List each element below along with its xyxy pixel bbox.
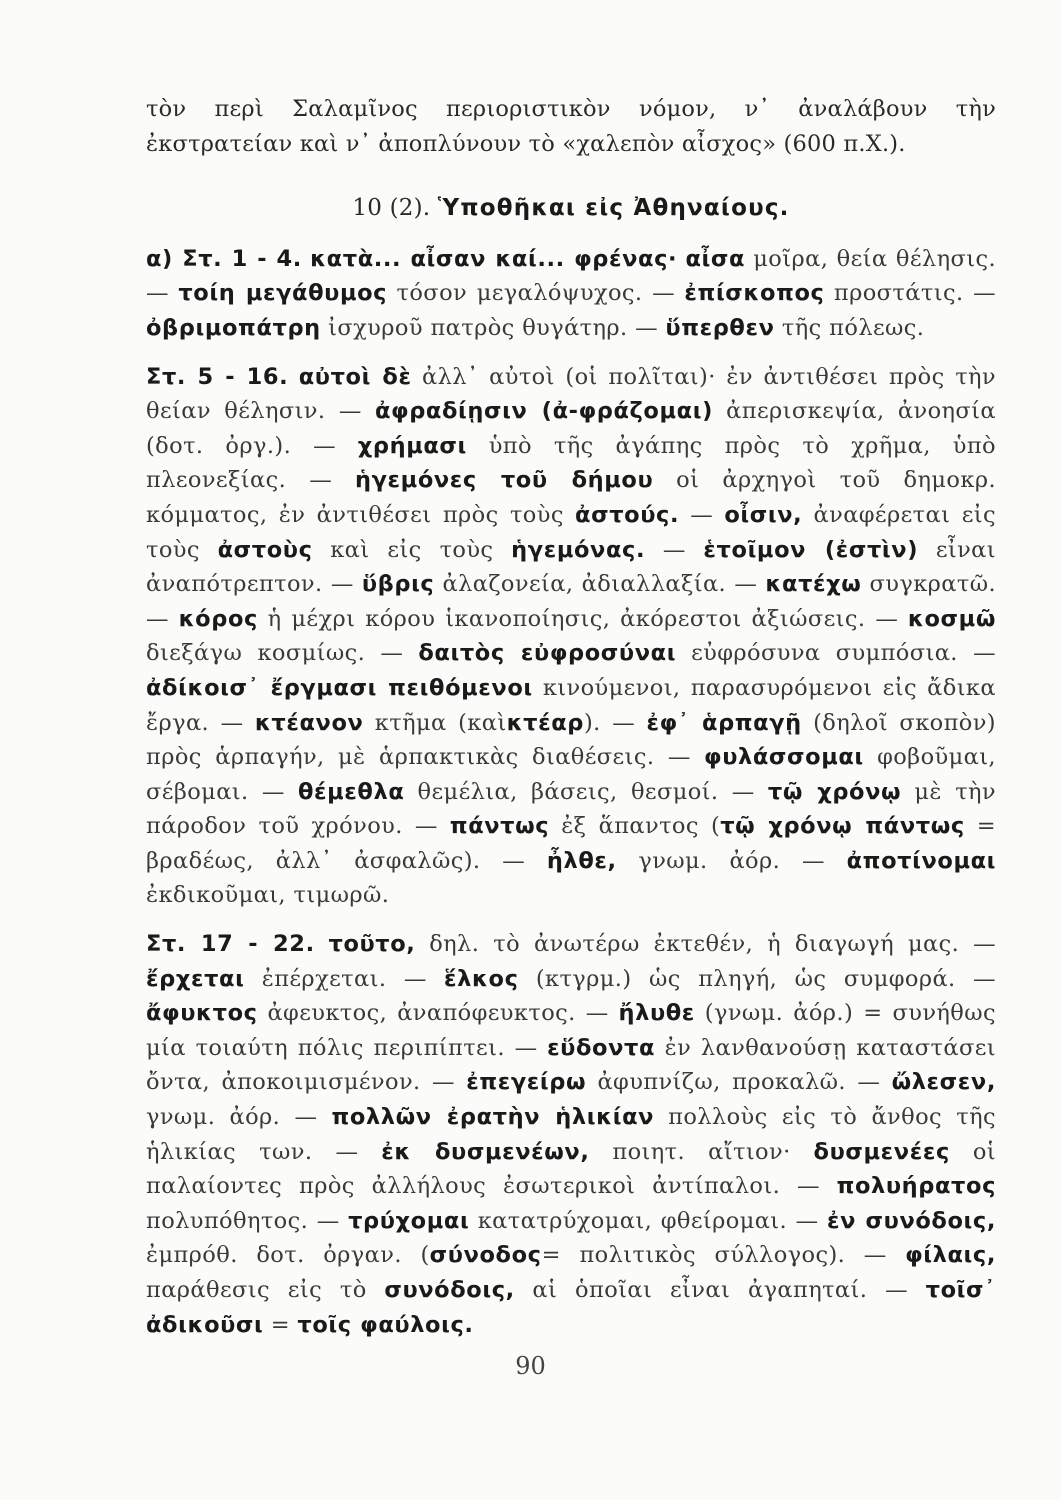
term: εὕδοντα	[547, 1034, 656, 1061]
gloss: τόσον μεγαλόψυχος. —	[396, 280, 675, 307]
term: τοῖσ᾽ ἀδικοῦσι	[146, 1277, 996, 1338]
gloss: ἐμπρόθ. δοτ. ὀργαν. (	[146, 1242, 430, 1269]
term: αἶσα	[685, 245, 746, 272]
term: συνόδοις,	[384, 1277, 515, 1303]
paragraph-lines-17-22	[146, 927, 996, 1342]
gloss: ἀπερισκεψία, ἀνοησία (δοτ. ὀργ.). —	[146, 398, 996, 459]
term: κτέαρ	[506, 709, 584, 736]
gloss: καὶ εἰς τοὺς	[330, 536, 494, 563]
gloss: ἀλαζονεία, ἀδιαλλαξία. —	[442, 571, 758, 598]
gloss: ἐπέρχεται. —	[261, 965, 427, 992]
gloss: οἱ ἀρχηγοὶ τοῦ δημοκρ. κόμματος, ἐν ἀντιθέσει πρὸς τοὺς	[146, 467, 996, 528]
term: κόρος	[178, 605, 258, 632]
term: ἐπεγείρω	[466, 1069, 587, 1096]
term: τοῖς φαύλοις.	[297, 1311, 474, 1338]
verse-label: Στ. 17 - 22.	[146, 931, 315, 958]
term: ἐν συνόδοις,	[827, 1207, 996, 1234]
gloss: διεξάγω κοσμίως. —	[146, 640, 404, 667]
term: ὕβρις	[361, 571, 435, 598]
term: ἀδίκοισ᾽ ἔργμασι πειθόμενοι	[146, 674, 533, 701]
gloss: θεμέλια, βάσεις, θεσμοί. —	[417, 778, 755, 805]
gloss: ἡ μέχρι κόρου ἱκανοποίησις, ἀκόρεστοι ἀξιώσεις. —	[267, 605, 899, 632]
gloss: ὑπὸ τῆς ἀγάπης πρὸς τὸ χρῆμα, ὑπὸ πλεονεξίας. —	[146, 432, 996, 494]
gloss: ποιητ. αἴτιον·	[612, 1138, 791, 1165]
gloss: (γνωμ. ἀόρ.) = συνήθως μία τοιαύτη πόλις περιπίπτει. —	[146, 1000, 997, 1061]
page-number: 90	[515, 1352, 546, 1380]
term: τῷ χρόνῳ πάντως	[720, 813, 965, 840]
page-body	[146, 92, 996, 1342]
term: πολυήρατος	[836, 1173, 997, 1200]
term: πάντως	[449, 813, 550, 840]
gloss: ἰσχυροῦ πατρὸς θυγάτηρ. —	[328, 314, 659, 341]
term: τοίη μεγάθυμος	[178, 280, 388, 307]
gloss: οἱ παλαίοντες πρὸς ἀλλήλους ἐσωτερικοὶ ἀντίπαλοι. —	[146, 1138, 996, 1200]
term: ἀστούς.	[575, 501, 680, 528]
term: κατέχω	[765, 571, 862, 598]
gloss: πολυπόθητος. —	[146, 1207, 340, 1234]
intro-lines: τὸν περὶ Σαλαμῖνος περιοριστικὸν νόμον, ν᾽ ἀναλάβουν τὴν ἐκστρατείαν καὶ ν᾽ ἀποπλύνουν τὸ «χαλεπὸν αἶσχος» (600 π.Χ.).	[146, 96, 996, 157]
term: οἶσιν,	[724, 501, 803, 528]
term: δυσμενέες	[813, 1138, 950, 1165]
gloss: (δηλοῖ σκοπὸν) πρὸς ἁρπαγήν, μὲ ἁρπακτικὰς διαθέσεις. —	[146, 709, 996, 771]
gloss: συγκρατῶ. —	[146, 571, 997, 632]
term: ἐπίσκοπος	[684, 280, 825, 307]
term: πολλῶν ἐρατὴν ἡλικίαν	[331, 1104, 655, 1131]
gloss: παράθεσις εἰς τὸ	[146, 1277, 367, 1303]
verse-label: α) Στ. 1 - 4.	[146, 245, 302, 272]
term: ἦλθε,	[546, 847, 617, 874]
gloss: μὲ τὴν πάροδον τοῦ χρόνου. —	[146, 778, 996, 840]
gloss: τῆς πόλεως.	[781, 314, 925, 341]
gloss: πολλοὺς εἰς τὸ ἄνθος τῆς ἡλικίας των. —	[146, 1104, 996, 1165]
term: θέμεθλα	[297, 778, 405, 805]
gloss: ἀλλ᾽ αὐτοὶ (οἱ πολῖται)· ἐν ἀντιθέσει πρὸς τὴν θείαν θέλησιν. —	[146, 363, 996, 425]
term: κατὰ... αἶσαν καί... φρένας·	[310, 245, 678, 272]
gloss: ). —	[584, 709, 636, 736]
gloss: μοῖρα, θεία θέλησις. —	[146, 245, 996, 307]
term: ἕλκος	[444, 965, 519, 992]
verse-label: Στ. 5 - 16.	[146, 363, 289, 390]
term: ἀστοὺς	[217, 536, 313, 563]
term: ὕπερθεν	[665, 314, 775, 341]
gloss: φοβοῦμαι, σέβομαι. —	[146, 744, 996, 805]
gloss: εἶναι ἀναπότρεπτον. —	[146, 536, 997, 598]
term: ἤλυθε	[618, 1000, 695, 1027]
term: ἀποτίνομαι	[846, 847, 997, 874]
term: αὐτοὶ δὲ	[298, 363, 412, 390]
gloss: ἀφυπνίζω, προκαλῶ. —	[597, 1069, 881, 1096]
term: κτέανον	[254, 709, 364, 736]
term: ὀβριμοπάτρη	[146, 314, 321, 341]
section-number: 10 (2).	[352, 195, 431, 222]
section-heading	[146, 191, 996, 226]
term: ἡγεμόνας.	[511, 536, 646, 563]
term: δαιτὸς εὐφροσύναι	[418, 640, 677, 667]
term: ἐκ δυσμενέων,	[381, 1138, 590, 1165]
gloss: κινούμενοι, παρασυρόμενοι εἰς ἄδικα ἔργα. —	[146, 674, 996, 736]
gloss: ἀναφέρεται εἰς τοὺς	[146, 501, 996, 563]
gloss: αἱ ὁποῖαι εἶναι ἀγαπηταί. —	[532, 1277, 909, 1303]
gloss: ἐκδικοῦμαι, τιμωρῶ.	[146, 882, 390, 909]
gloss: γνωμ. ἀόρ. —	[146, 1104, 318, 1131]
term: σύνοδος	[429, 1242, 542, 1269]
term: ἔρχεται	[146, 965, 245, 992]
gloss: = πολιτικὸς σύλλογος). —	[541, 1242, 887, 1269]
gloss: ἀφευκτος, ἀναπόφευκτος. —	[267, 1000, 609, 1027]
gloss: γνωμ. ἀόρ. —	[638, 847, 825, 874]
term: ἐφ᾽ ἁρπαγῇ	[646, 709, 802, 736]
gloss: —	[662, 536, 686, 563]
paragraph-lines-5-16	[146, 360, 996, 914]
term: ὤλεσεν,	[891, 1069, 997, 1096]
term: ἡγεμόνες τοῦ δήμου	[355, 467, 654, 494]
gloss: =	[270, 1311, 291, 1338]
term: φίλαις,	[905, 1242, 997, 1269]
gloss: ἐν λανθανούσῃ καταστάσει ὄντα, ἀποκοιμισμένον. —	[146, 1034, 996, 1096]
gloss: προστάτις. —	[833, 280, 997, 307]
term: τῷ χρόνῳ	[767, 778, 902, 805]
gloss: κτῆμα (καὶ	[374, 709, 507, 736]
gloss: εὐφρόσυνα συμπόσια. —	[691, 640, 996, 667]
gloss: = βραδέως, ἀλλ᾽ ἀσφαλῶς). —	[146, 813, 997, 874]
term: ἑτοῖμον (ἐστὶν)	[703, 536, 919, 563]
term: τοῦτο,	[328, 931, 416, 958]
gloss: (κτγρμ.) ὡς πληγή, ὡς συμφορά. —	[535, 965, 996, 992]
term: κοσμῶ	[907, 605, 996, 632]
term: φυλάσσομαι	[704, 744, 864, 771]
term: χρήμασι	[357, 432, 467, 459]
term: ἄφυκτος	[146, 1000, 258, 1027]
term: ἀφραδίῃσιν (ἀ-φράζομαι)	[374, 398, 713, 425]
paragraph-lines-1-4	[146, 242, 996, 346]
term: τρύχομαι	[348, 1207, 470, 1234]
gloss: —	[690, 501, 714, 528]
gloss: ἐξ ἅπαντος (	[561, 813, 721, 840]
gloss: δηλ. τὸ ἀνωτέρω ἐκτεθέν, ἡ διαγωγή μας. —	[429, 931, 996, 958]
section-title: Ὑποθῆκαι εἰς Ἀθηναίους.	[437, 195, 790, 222]
gloss: κατατρύχομαι, φθείρομαι. —	[477, 1207, 819, 1234]
